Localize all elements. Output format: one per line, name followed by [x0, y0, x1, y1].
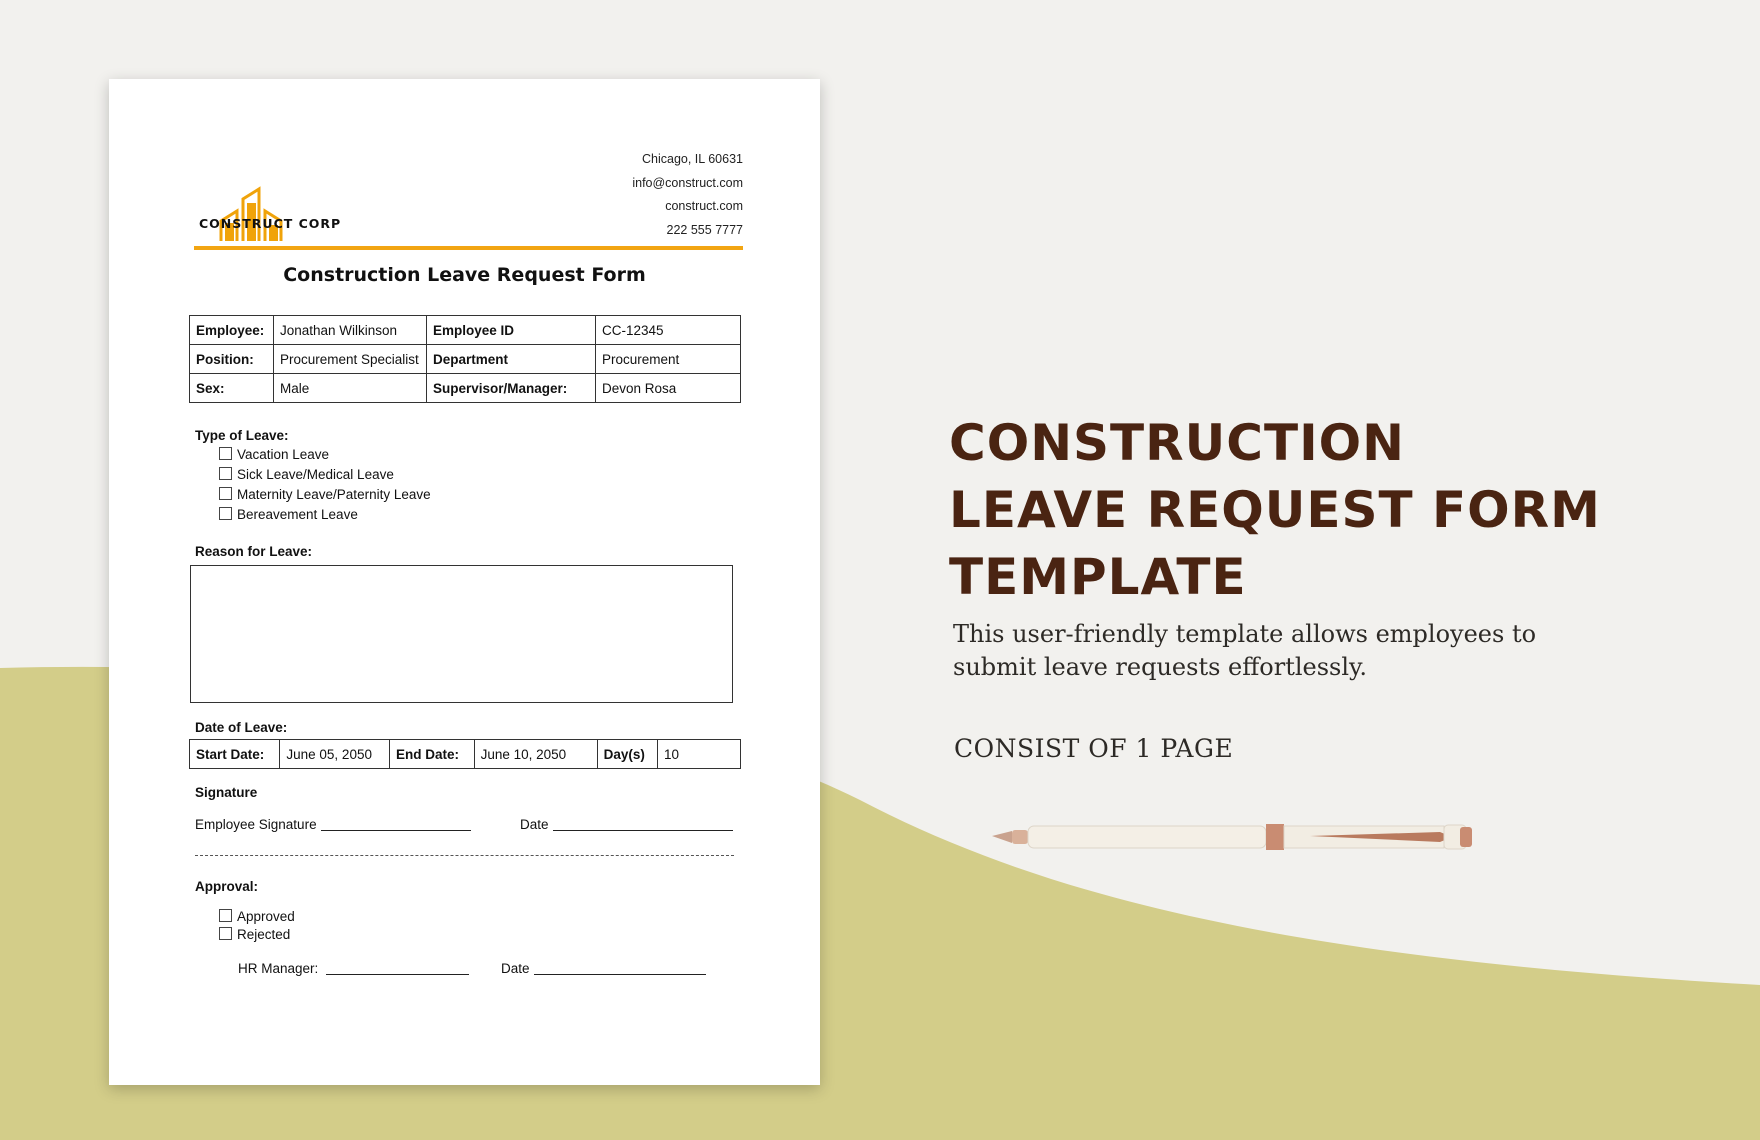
- table-row: [190, 345, 741, 374]
- table-row: [190, 316, 741, 345]
- promo-headline: [949, 410, 1601, 611]
- approval-label: Approval:: [195, 879, 259, 894]
- leave-option-label: Maternity Leave/Paternity Leave: [237, 487, 431, 502]
- form-document: [109, 79, 820, 1085]
- section-divider: [195, 855, 734, 856]
- department-value[interactable]: Procurement: [596, 345, 741, 374]
- type-of-leave-label: Type of Leave:: [195, 428, 289, 443]
- page-count: CONSIST OF 1 PAGE: [954, 734, 1234, 763]
- checkbox[interactable]: [219, 927, 232, 940]
- leave-option-bereavement[interactable]: [219, 505, 358, 525]
- approval-option-approved[interactable]: [219, 907, 295, 927]
- checkbox[interactable]: [219, 447, 232, 460]
- employee-value[interactable]: Jonathan Wilkinson: [274, 316, 427, 345]
- signature-label: Signature: [195, 785, 258, 800]
- employee-info-table: [189, 315, 741, 403]
- start-date-label: Start Date:: [190, 740, 280, 769]
- date-of-leave-table: [189, 739, 741, 769]
- signature-date-field[interactable]: [520, 817, 733, 832]
- date-of-leave-label: Date of Leave:: [195, 720, 288, 735]
- reason-label: Reason for Leave:: [195, 544, 313, 559]
- headline-line-2: LEAVE REQUEST FORM: [949, 481, 1601, 539]
- contact-address: Chicago, IL 60631: [641, 152, 743, 166]
- supervisor-value[interactable]: Devon Rosa: [596, 374, 741, 403]
- contact-phone: 222 555 7777: [666, 222, 743, 237]
- employee-id-value[interactable]: CC-12345: [596, 316, 741, 345]
- approval-option-rejected[interactable]: [219, 925, 290, 945]
- approval-date-field[interactable]: [501, 961, 706, 976]
- days-label: Day(s): [597, 740, 657, 769]
- checkbox[interactable]: [219, 467, 232, 480]
- start-date-value[interactable]: June 05, 2050: [280, 740, 390, 769]
- headline-line-1: CONSTRUCTION: [949, 414, 1406, 472]
- table-row: [190, 374, 741, 403]
- employee-signature-field[interactable]: [195, 817, 471, 832]
- supervisor-label: Supervisor/Manager:: [427, 374, 596, 403]
- approval-option-label: Rejected: [237, 927, 291, 942]
- sex-label: Sex:: [190, 374, 274, 403]
- position-label: Position:: [190, 345, 274, 374]
- leave-option-vacation[interactable]: [219, 445, 329, 465]
- reason-textarea[interactable]: [190, 565, 733, 703]
- header-rule: [194, 246, 743, 250]
- approval-date-line[interactable]: [534, 961, 706, 975]
- date-line[interactable]: [553, 817, 733, 831]
- sex-value[interactable]: Male: [274, 374, 427, 403]
- signature-date-label: Date: [520, 817, 549, 832]
- headline-line-3: TEMPLATE: [949, 548, 1247, 606]
- leave-option-sick[interactable]: [219, 465, 394, 485]
- pen-icon: [990, 812, 1480, 862]
- end-date-label: End Date:: [390, 740, 475, 769]
- company-name: CONSTRUCT CORP: [199, 216, 342, 231]
- hr-manager-label: HR Manager:: [238, 961, 319, 976]
- hr-manager-line[interactable]: [326, 961, 469, 975]
- approval-date-label: Date: [501, 961, 530, 976]
- days-value[interactable]: 10: [658, 740, 741, 769]
- leave-option-label: Sick Leave/Medical Leave: [237, 467, 394, 482]
- employee-label: Employee:: [190, 316, 274, 345]
- leave-option-maternity[interactable]: [219, 485, 431, 505]
- contact-email: info@construct.com: [632, 175, 743, 190]
- department-label: Department: [427, 345, 596, 374]
- checkbox[interactable]: [219, 487, 232, 500]
- table-row: [190, 740, 741, 769]
- hr-manager-field[interactable]: [238, 961, 469, 976]
- promo-subtitle: This user-friendly template allows employees to submit leave requests effortlessly.: [953, 620, 1537, 681]
- end-date-value[interactable]: June 10, 2050: [474, 740, 597, 769]
- approval-option-label: Approved: [237, 909, 295, 924]
- leave-option-label: Vacation Leave: [237, 447, 330, 462]
- checkbox[interactable]: [219, 909, 232, 922]
- employee-signature-label: Employee Signature: [195, 817, 317, 832]
- contact-info: [632, 148, 743, 242]
- signature-line[interactable]: [321, 817, 471, 831]
- form-title: Construction Leave Request Form: [283, 264, 646, 286]
- employee-id-label: Employee ID: [427, 316, 596, 345]
- leave-option-label: Bereavement Leave: [237, 507, 358, 522]
- position-value[interactable]: Procurement Specialist: [274, 345, 427, 374]
- contact-website: construct.com: [665, 199, 743, 213]
- checkbox[interactable]: [219, 507, 232, 520]
